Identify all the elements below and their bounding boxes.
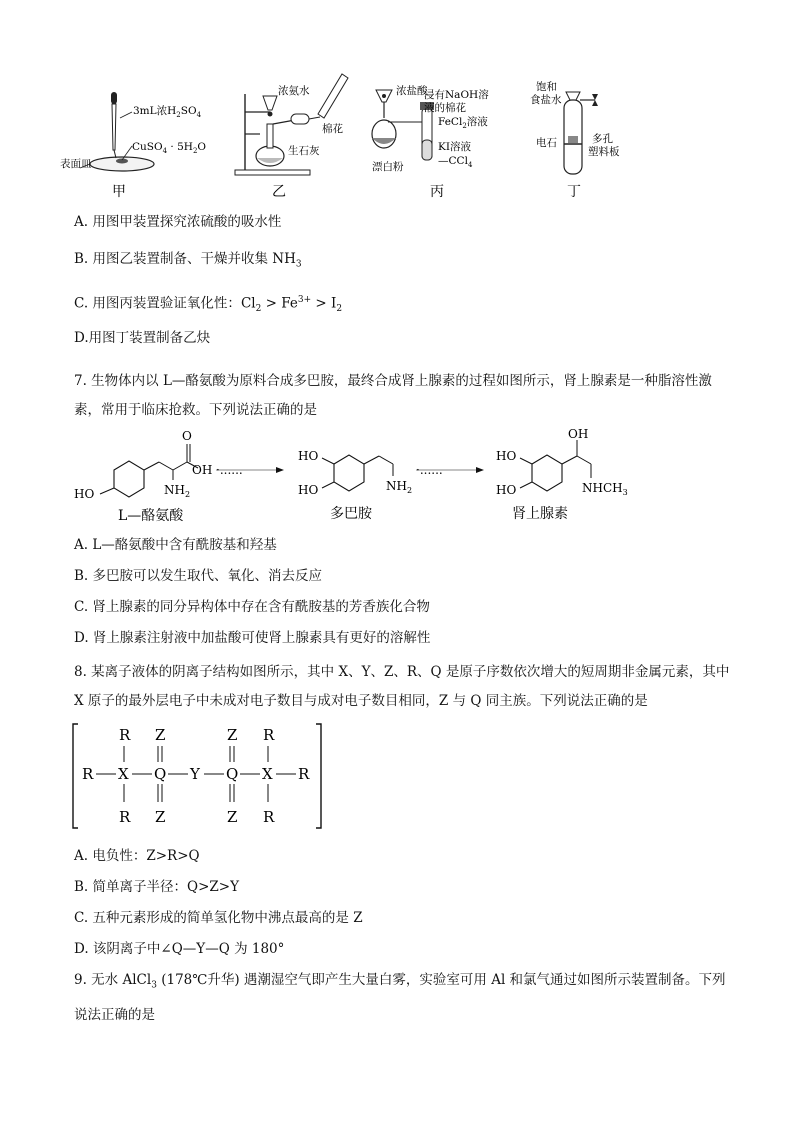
tyrosine-label: L—酪氨酸: [118, 508, 184, 524]
q9-stem: 9. 无水 AlCl$_3$ (178℃升华) 遇潮湿空气即产生大量白雾，实验室可用 Al 和氯气通过如图所示装置制备。下列说法正确的是: [74, 972, 726, 1023]
svg-text:HO: HO: [298, 449, 319, 463]
svg-text:NH2: $NH_2$: [164, 483, 191, 499]
svg-text:R: R: [119, 726, 131, 744]
ding-plate-label-2: 塑料板: [588, 146, 620, 158]
svg-text:HO: HO: [74, 487, 95, 501]
jia-dish-label: 表面皿: [60, 158, 92, 170]
ding-caption: 丁: [567, 184, 581, 200]
figure-jia: [60, 92, 206, 200]
svg-text:OH: OH: [192, 463, 213, 477]
figure-bing: [372, 84, 489, 200]
svg-text:O: O: [182, 429, 192, 443]
dopamine-label: 多巴胺: [330, 506, 372, 522]
ding-brine-label-2: 食盐水: [530, 94, 562, 106]
yi-caption: 乙: [272, 184, 286, 200]
bing-hcl-label: 浓盐酸: [396, 85, 428, 97]
ding-brine-label-1: 饱和: [536, 81, 557, 93]
bing-naoh-label-2: 液的棉花: [424, 102, 466, 114]
figure-ding: [530, 80, 620, 200]
yi-cotton-label: 棉花: [322, 123, 343, 135]
svg-text:HO: HO: [496, 483, 517, 497]
q8-option-c: C. 五种元素形成的简单氢化物中沸点最高的是 Z: [74, 910, 363, 926]
bing-ccl4-label: —CCl$_4$: [438, 155, 473, 169]
svg-text:·......: ·......: [216, 463, 243, 477]
ding-carbide-label: 电石: [536, 137, 557, 149]
q7-option-c: C. 肾上腺素的同分异构体中存在含有酰胺基的芳香族化合物: [74, 599, 430, 615]
svg-text:·......: ·......: [416, 463, 443, 477]
yi-lime-label: 生石灰: [288, 145, 320, 157]
svg-text:Z: Z: [227, 726, 238, 744]
apparatus-figures: [60, 72, 620, 204]
adrenaline-label: 肾上腺素: [512, 506, 568, 522]
svg-text:HO: HO: [496, 449, 517, 463]
svg-text:NH2: $NH_2$: [386, 479, 413, 495]
bing-bleach-label: 漂白粉: [372, 161, 404, 173]
bing-caption: 丙: [430, 184, 444, 200]
svg-text:NHCH3: $NHCH_3$: [582, 481, 628, 497]
svg-text:Q: Q: [226, 765, 239, 783]
svg-text:R: R: [298, 765, 310, 783]
svg-text:R: R: [263, 808, 275, 826]
svg-text:Q: Q: [154, 765, 167, 783]
q7-option-a: A. L—酪氨酸中含有酰胺基和羟基: [74, 537, 277, 553]
yi-ammonia-label: 浓氨水: [278, 85, 310, 97]
bing-ki-label: KI溶液: [438, 141, 471, 153]
svg-text:Z: Z: [155, 726, 166, 744]
q8-option-a: A. 电负性：Z>R>Q: [74, 848, 200, 864]
jia-caption: 甲: [112, 184, 126, 200]
q8-option-d: D. 该阴离子中∠Q—Y—Q 为 180°: [74, 941, 285, 957]
svg-text:HO: HO: [298, 483, 319, 497]
q8-stem: 8. 某离子液体的阴离子结构如图所示，其中 X、Y、Z、R、Q 是原子序数依次增大的短周期非金属元素，其中 X 原子的最外层电子中未成对电子数目与成对电子数目相同，Z 与 Q 同主族。下列说法正确的是: [74, 664, 730, 709]
svg-text:Z: Z: [155, 808, 166, 826]
ding-plate-label-1: 多孔: [592, 133, 613, 145]
q7-reaction-scheme: [66, 428, 666, 528]
bing-naoh-label-1: 浸有NaOH溶: [424, 89, 489, 101]
jia-salt-label: CuSO$_4$ · $5H_2O$: [132, 141, 207, 155]
q7-option-b: B. 多巴胺可以发生取代、氧化、消去反应: [74, 568, 323, 584]
svg-text:R: R: [82, 765, 94, 783]
q6-option-c: C. 用图丙装置验证氧化性：$Cl_2 > Fe^{3+} > I_2$: [74, 295, 343, 315]
svg-text:X: X: [262, 765, 273, 783]
jia-acid-label: 3mL浓$H_2SO_4$: [133, 105, 202, 119]
q8-option-b: B. 简单离子半径：Q>Z>Y: [74, 879, 239, 895]
q6-option-b: B. 用图乙装置制备、干燥并收集 $NH_3$: [74, 251, 302, 270]
q7-stem: 7. 生物体内以 L—酪氨酸为原料合成多巴胺，最终合成肾上腺素的过程如图所示，肾上腺素是一种脂溶性激素，常用于临床抢救。下列说法正确的是: [74, 373, 712, 418]
svg-text:Z: Z: [227, 808, 238, 826]
svg-text:Y: Y: [190, 765, 200, 783]
svg-text:R: R: [119, 808, 131, 826]
svg-text:X: X: [118, 765, 129, 783]
q7-option-d: D. 肾上腺素注射液中加盐酸可使肾上腺素具有更好的溶解性: [74, 630, 431, 646]
svg-text:OH: OH: [568, 428, 589, 441]
q8-anion-structure: [70, 722, 330, 832]
figure-yi: [235, 74, 348, 200]
q6-option-a: A. 用图甲装置探究浓硫酸的吸水性: [74, 214, 282, 230]
q6-option-d: D.用图丁装置制备乙炔: [74, 330, 211, 346]
svg-text:R: R: [263, 726, 275, 744]
bing-fecl2-label: FeCl$_2$溶液: [438, 116, 488, 130]
